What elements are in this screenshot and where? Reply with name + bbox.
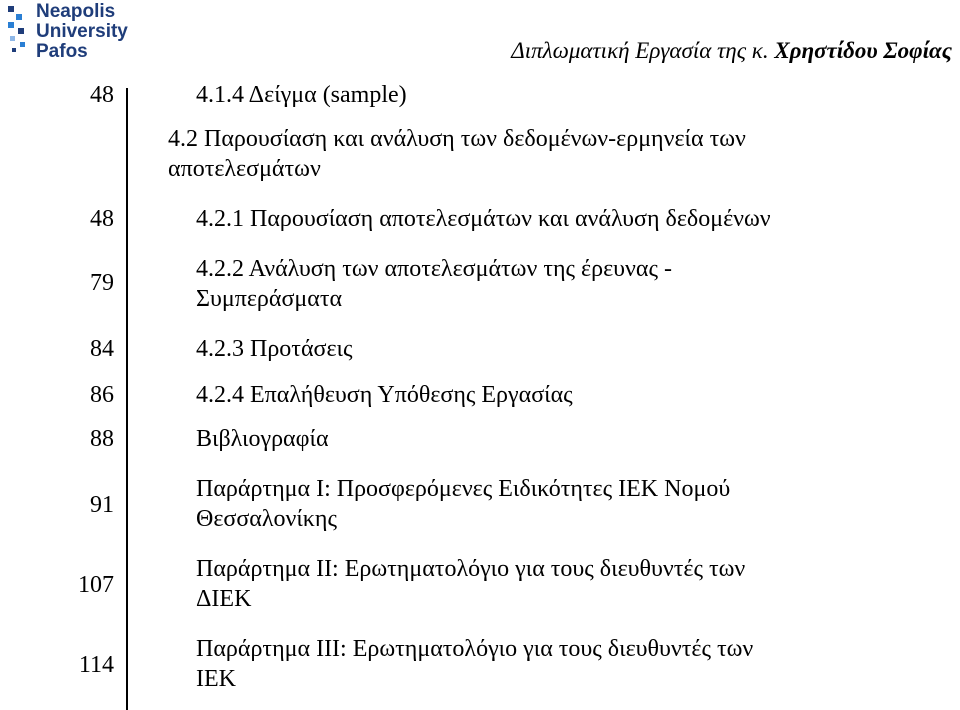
toc-entry-title: [196, 474, 730, 534]
toc-entry-title: [168, 124, 746, 184]
toc-entry-line: 4.2.2 Ανάλυση των αποτελεσμάτων της έρευνας -: [196, 256, 672, 282]
logo-text: [36, 2, 128, 62]
toc-entry-line: ΔΙΕΚ: [196, 586, 252, 612]
toc-page-number: 91: [90, 492, 114, 518]
toc-page-number: 79: [90, 270, 114, 296]
toc-entry-line: 4.2.3 Προτάσεις: [196, 336, 353, 362]
logo-line-1: Neapolis: [36, 1, 116, 22]
toc-entry-line: 4.2.1 Παρουσίαση αποτελεσμάτων και ανάλυση δεδομένων: [196, 206, 771, 232]
toc-entry-title: [196, 380, 573, 410]
header-author: Χρηστίδου Σοφίας: [774, 38, 952, 63]
toc-page-number: 86: [90, 382, 114, 408]
university-logo: [6, 2, 146, 64]
toc-page-number: 84: [90, 336, 114, 362]
toc-entry-line: Παράρτημα ΙΙ: Ερωτηματολόγιο για τους διευθυντές των: [196, 556, 746, 582]
toc-entry-line: 4.1.4 Δείγμα (sample): [196, 82, 407, 108]
toc-entry-title: [196, 204, 771, 234]
toc-entry-title: [196, 554, 745, 614]
header-prefix: Διπλωματική Εργασία της κ.: [511, 38, 775, 63]
toc-entry-line: 4.2 Παρουσίαση και ανάλυση των δεδομένων-ερμηνεία των: [168, 126, 746, 152]
toc-entry-title: [196, 334, 353, 364]
logo-line-2: University: [36, 21, 128, 42]
logo-squares-icon: [6, 2, 36, 62]
document-header: [511, 38, 952, 64]
toc-entry-title: [196, 80, 407, 110]
toc-entry-title: [196, 424, 329, 454]
logo-line-3: Pafos: [36, 41, 88, 62]
toc-entry-title: [196, 254, 672, 314]
toc-page-number: 107: [78, 572, 114, 598]
toc-page-number: 48: [90, 206, 114, 232]
toc-entry-line: Βιβλιογραφία: [196, 426, 329, 452]
toc-entry-line: Συμπεράσματα: [196, 286, 343, 312]
toc-page-number: 114: [78, 652, 114, 678]
toc-page-number: 88: [90, 426, 114, 452]
column-divider: [126, 88, 128, 710]
toc-entry-line: 4.2.4 Επαλήθευση Υπόθεσης Εργασίας: [196, 382, 573, 408]
toc-entry-line: Παράρτημα Ι: Προσφερόμενες Ειδικότητες ΙΕΚ Νομού: [196, 476, 731, 502]
toc-entry-line: ΙΕΚ: [196, 666, 236, 692]
toc-entry-line: Παράρτημα ΙΙΙ: Ερωτηματολόγιο για τους διευθυντές των: [196, 636, 754, 662]
toc-page-number: 48: [90, 82, 114, 108]
toc-entry-title: [196, 634, 753, 694]
toc-entry-line: Θεσσαλονίκης: [196, 506, 337, 532]
toc-entry-line: αποτελεσμάτων: [168, 156, 321, 182]
